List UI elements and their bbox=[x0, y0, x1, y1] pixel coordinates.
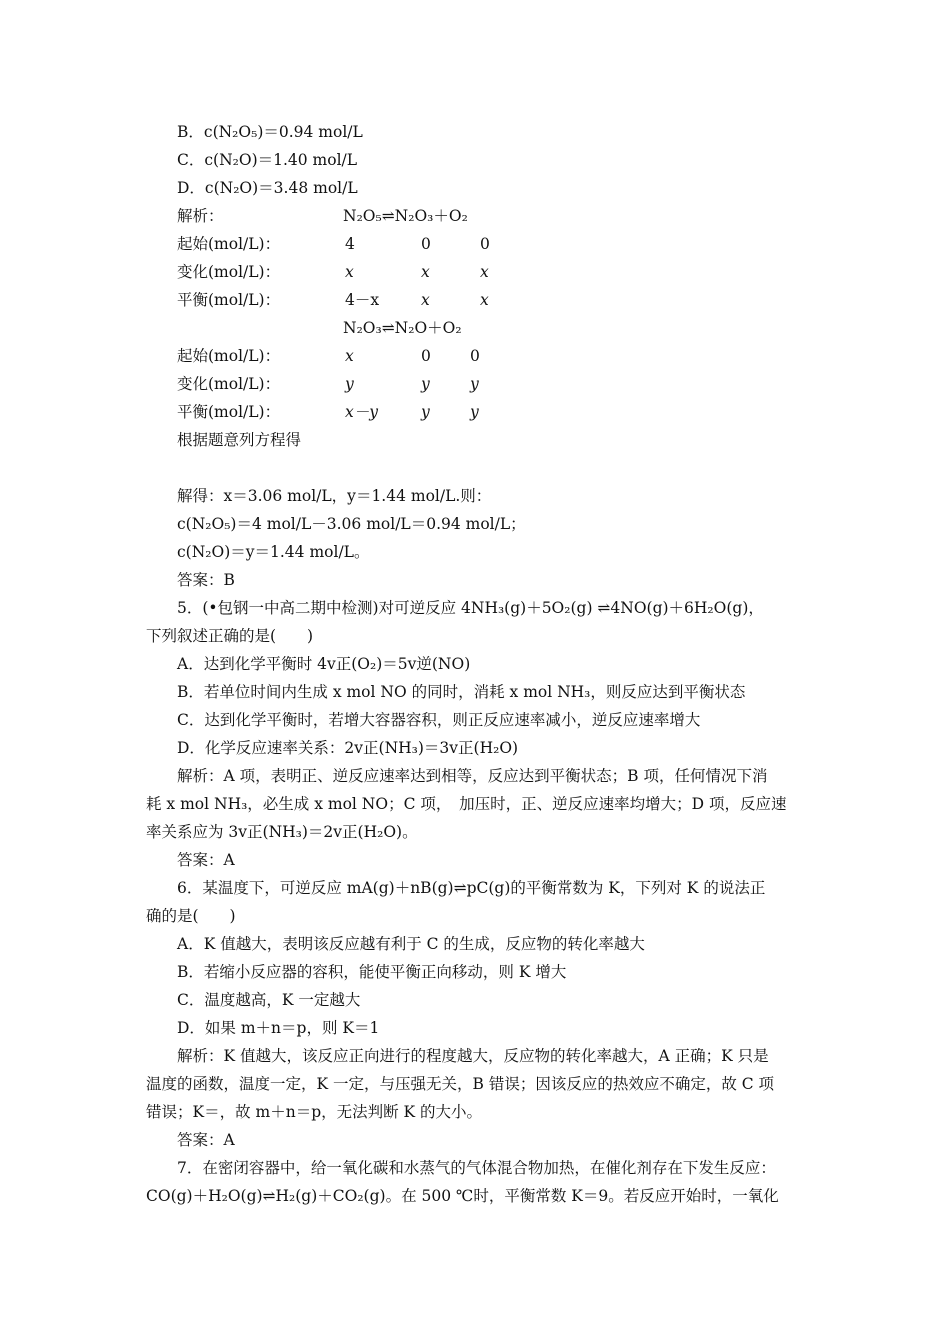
t2-change-3: y bbox=[470, 375, 479, 393]
option-b-prev: B．c(N₂O₅)＝0.94 mol/L bbox=[177, 123, 363, 141]
t1-eq-1: 4－x bbox=[345, 291, 380, 309]
q6-stem-1: 6．某温度下，可逆反应 mA(g)＋nB(g)⇌pC(g)的平衡常数为 K，下列对 K 的说法正 bbox=[177, 879, 766, 897]
q5-stem-1: 5．(•包钢一中高二期中检测)对可逆反应 4NH₃(g)＋5O₂(g) ⇌4NO(g)＋6H₂O(g)， bbox=[177, 599, 764, 617]
t1-change-1: x bbox=[345, 263, 354, 281]
answer-4: 答案：B bbox=[177, 571, 235, 589]
option-d-prev: D．c(N₂O)＝3.48 mol/L bbox=[177, 179, 358, 197]
q7-stem-1: 7．在密闭容器中，给一氧化碳和水蒸气的气体混合物加热，在催化剂存在下发生反应： bbox=[177, 1159, 776, 1177]
solution-line-3: c(N₂O)＝y＝1.44 mol/L。 bbox=[177, 543, 370, 561]
equation-1: N₂O₅⇌N₂O₃＋O₂ bbox=[343, 207, 468, 225]
q5-analysis-2: 耗 x mol NH₃，必生成 x mol NO；C 项， 加压时，正、逆反应速率均增大；D 项，反应速 bbox=[146, 795, 787, 813]
t2-eq-3: y bbox=[470, 403, 479, 421]
q5-option-d: D．化学反应速率关系：2v正(NH₃)＝3v正(H₂O) bbox=[177, 739, 519, 757]
t2-start-3: 0 bbox=[470, 347, 480, 365]
analysis-label: 解析： bbox=[177, 207, 224, 225]
t2-start-1: x bbox=[345, 347, 354, 365]
q6-stem-2: 确的是( ) bbox=[146, 907, 236, 925]
t1-change-3: x bbox=[480, 263, 489, 281]
row-eq-label: 平衡(mol/L)： bbox=[177, 291, 281, 309]
row-eq-label-2: 平衡(mol/L)： bbox=[177, 403, 281, 421]
q6-answer: 答案：A bbox=[177, 1131, 235, 1149]
q5-option-b: B．若单位时间内生成 x mol NO 的同时，消耗 x mol NH₃，则反应达到平衡状态 bbox=[177, 683, 746, 701]
solution-line-2: c(N₂O₅)＝4 mol/L－3.06 mol/L＝0.94 mol/L； bbox=[177, 515, 526, 533]
q6-option-c: C．温度越高，K 一定越大 bbox=[177, 991, 361, 1009]
q6-analysis-3: 错误；K＝，故 m＋n＝p，无法判断 K 的大小。 bbox=[146, 1103, 483, 1121]
t1-start-3: 0 bbox=[480, 235, 490, 253]
t1-start-2: 0 bbox=[421, 235, 431, 253]
q5-analysis-1: 解析：A 项，表明正、逆反应速率达到相等，反应达到平衡状态；B 项，任何情况下消 bbox=[177, 767, 768, 785]
q6-option-b: B．若缩小反应器的容积，能使平衡正向移动，则 K 增大 bbox=[177, 963, 567, 981]
t2-start-2: 0 bbox=[421, 347, 431, 365]
t1-change-2: x bbox=[421, 263, 430, 281]
row-change-label: 变化(mol/L)： bbox=[177, 263, 281, 281]
t2-change-1: y bbox=[345, 375, 354, 393]
solution-line-1: 解得：x＝3.06 mol/L，y＝1.44 mol/L.则： bbox=[177, 487, 492, 505]
row-change-label-2: 变化(mol/L)： bbox=[177, 375, 281, 393]
row-start-label: 起始(mol/L)： bbox=[177, 235, 281, 253]
t1-start-1: 4 bbox=[345, 235, 355, 253]
q6-option-d: D．如果 m＋n＝p，则 K＝1 bbox=[177, 1019, 380, 1037]
q5-option-c: C．达到化学平衡时，若增大容器容积，则正反应速率减小，逆反应速率增大 bbox=[177, 711, 701, 729]
q6-option-a: A．K 值越大，表明该反应越有利于 C 的生成，反应物的转化率越大 bbox=[177, 935, 645, 953]
equation-note: 根据题意列方程得 bbox=[177, 431, 302, 449]
t2-eq-2: y bbox=[421, 403, 430, 421]
q7-stem-2: CO(g)＋H₂O(g)⇌H₂(g)＋CO₂(g)。在 500 ℃时，平衡常数 K＝9。若反应开始时，一氧化 bbox=[146, 1187, 779, 1205]
t1-eq-2: x bbox=[421, 291, 430, 309]
option-c-prev: C．c(N₂O)＝1.40 mol/L bbox=[177, 151, 358, 169]
t2-eq-1: x－y bbox=[345, 403, 378, 421]
row-start-label-2: 起始(mol/L)： bbox=[177, 347, 281, 365]
q6-analysis-2: 温度的函数，温度一定，K 一定，与压强无关，B 错误；因该反应的热效应不确定，故 C 项 bbox=[146, 1075, 775, 1093]
equation-2: N₂O₃⇌N₂O＋O₂ bbox=[343, 319, 462, 337]
q5-analysis-3: 率关系应为 3v正(NH₃)＝2v正(H₂O)。 bbox=[146, 823, 418, 841]
t2-change-2: y bbox=[421, 375, 430, 393]
q5-stem-2: 下列叙述正确的是( ) bbox=[146, 627, 314, 645]
q5-option-a: A．达到化学平衡时 4v正(O₂)＝5v逆(NO) bbox=[177, 655, 471, 673]
t1-eq-3: x bbox=[480, 291, 489, 309]
q5-answer: 答案：A bbox=[177, 851, 235, 869]
q6-analysis-1: 解析：K 值越大，该反应正向进行的程度越大，反应物的转化率越大，A 正确；K 只是 bbox=[177, 1047, 769, 1065]
